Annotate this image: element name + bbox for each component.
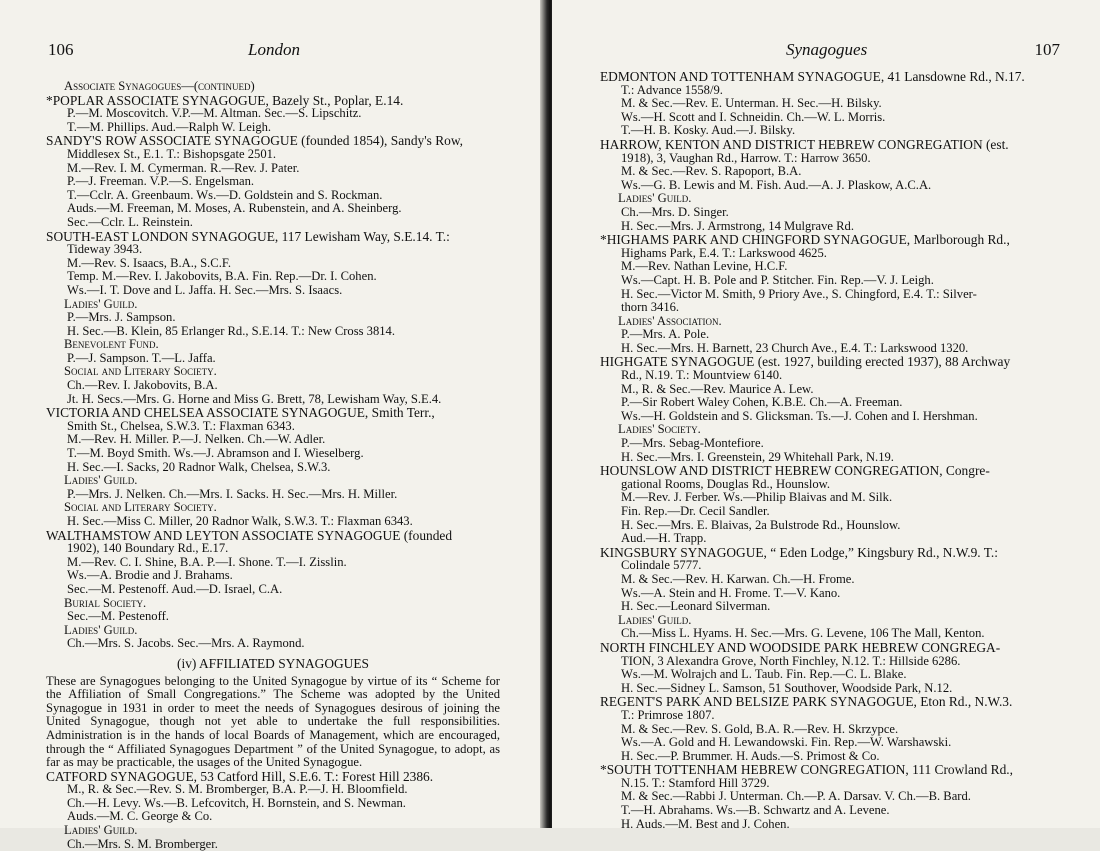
left-entries	[46, 80, 500, 651]
synagogue-entry-heading: SANDY'S ROW ASSOCIATE SYNAGOGUE (founded 1854), Sandy's Row,	[46, 133, 463, 149]
entry-line: P.—J. Freeman. V.P.—S. Engelsman.	[67, 174, 255, 189]
entry-line: Colindale 5777.	[621, 558, 702, 573]
synagogue-entry-heading: CATFORD SYNAGOGUE, 53 Catford Hill, S.E.6. T.: Forest Hill 2386.	[46, 768, 434, 784]
entry-line: Ws.—I. T. Dove and L. Jaffa. H. Sec.—Mrs. S. Isaacs.	[67, 282, 343, 297]
entry-line: Middlesex St., E.1. T.: Bishopsgate 2501.	[67, 146, 277, 161]
synagogue-entry-heading: SOUTH-EAST LONDON SYNAGOGUE, 117 Lewisham Way, S.E.14. T.:	[46, 228, 450, 244]
left-column	[46, 80, 500, 851]
entry-line: M. & Sec.—Rev. E. Unterman. H. Sec.—H. Bilsky.	[621, 96, 882, 111]
entry-line: 1918), 3, Vaughan Rd., Harrow. T.: Harrow 3650.	[621, 150, 871, 165]
entry-line: Smith St., Chelsea, S.W.3. T.: Flaxman 6343.	[67, 418, 295, 433]
section-heading: (iv) AFFILIATED SYNAGOGUES	[177, 655, 369, 671]
page-number: 106	[48, 40, 74, 59]
affiliation-paragraph: These are Synagogues belonging to the United Synagogue by virtue of its “ Scheme for the Affiliation of Small Congregations.” The Scheme was adopted by the United Synagogue in 1931 in order to meet the needs of Synagogues desirous of joining the United Synagogue, though not yet able to undertake the full responsibilities. Administration is in the hands of local Boards of Management, which are encouraged, through the “ Affiliated Synagogues Department ” of the United Synagogue, to adopt, as far as may be practicable, the usages of the United Synagogue.	[46, 673, 500, 770]
entry-line: thorn 3416.	[621, 300, 680, 315]
entry-line: H. Sec.—Mrs. H. Barnett, 23 Church Ave., E.4. T.: Larkswood 1320.	[621, 340, 969, 355]
entry-line: H. Sec.—P. Brummer. H. Auds.—S. Primost & Co.	[621, 748, 880, 763]
synagogue-entry-heading: HIGHGATE SYNAGOGUE (est. 1927, building erected 1937), 88 Archway	[600, 354, 1011, 370]
entry-line: P.—J. Sampson. T.—L. Jaffa.	[67, 350, 216, 365]
entry-line: Ladies' Guild.	[64, 622, 138, 637]
entry-line: M., R. & Sec.—Rev. S. M. Bromberger, B.A. P.—J. H. Bloomfield.	[67, 782, 408, 797]
entry-line: Social and Literary Society.	[64, 500, 217, 515]
entry-line: Ws.—A. Gold and H. Lewandowski. Fin. Rep.—W. Warshawski.	[621, 735, 952, 750]
entry-line: Tideway 3943.	[67, 242, 143, 257]
entry-line: Temp. M.—Rev. I. Jakobovits, B.A. Fin. Rep.—Dr. I. Cohen.	[67, 269, 377, 284]
entry-line: Ladies' Guild.	[618, 612, 692, 627]
synagogue-entry-heading: *SOUTH TOTTENHAM HEBREW CONGREGATION, 111 Crowland Rd.,	[600, 762, 1013, 778]
entry-line: Ch.—Mrs. D. Singer.	[621, 204, 729, 219]
entry-line: Associate Synagogues—(continued)	[64, 79, 255, 93]
entry-line: Ladies' Society.	[618, 422, 701, 437]
entry-line: Ladies' Guild.	[64, 473, 138, 488]
entry-line: M.—Rev. I. M. Cymerman. R.—Rev. J. Pater.	[67, 160, 300, 175]
entry-line: Sec.—M. Pestenoff.	[67, 609, 169, 624]
entry-line: T.—H. Abrahams. Ws.—B. Schwartz and A. Levene.	[621, 803, 890, 818]
entry-line: M.—Rev. Nathan Levine, H.C.F.	[621, 259, 788, 274]
entry-line: P.—Mrs. J. Nelken. Ch.—Mrs. I. Sacks. H. Sec.—Mrs. H. Miller.	[67, 486, 398, 501]
entry-line: Ch.—Mrs. S. Jacobs. Sec.—Mrs. A. Raymond.	[67, 636, 305, 651]
running-head: Synagogues	[786, 40, 868, 59]
entry-line: Ch.—Rev. I. Jakobovits, B.A.	[67, 378, 218, 393]
synagogue-entry-heading: HOUNSLOW AND DISTRICT HEBREW CONGREGATION, Congre-	[600, 463, 990, 479]
entry-line: M.—Rev. C. I. Shine, B.A. P.—I. Shone. T.—I. Zisslin.	[67, 554, 347, 569]
left-page	[0, 0, 548, 851]
entry-line: Auds.—M. Freeman, M. Moses, A. Rubenstein, and A. Sheinberg.	[67, 201, 402, 216]
entry-line: Ws.—A. Stein and H. Frome. T.—V. Kano.	[621, 585, 841, 600]
synagogue-entry-heading: WALTHAMSTOW AND LEYTON ASSOCIATE SYNAGOGUE (founded	[46, 527, 453, 543]
entry-line: Rd., N.19. T.: Mountview 6140.	[621, 368, 783, 383]
entry-line: P.—Mrs. Sebag-Montefiore.	[621, 436, 764, 451]
entry-line: H. Sec.—Miss C. Miller, 20 Radnor Walk, S.W.3. T.: Flaxman 6343.	[67, 514, 413, 528]
synagogue-entry-heading: KINGSBURY SYNAGOGUE, “ Eden Lodge,” Kingsbury Rd., N.W.9. T.:	[600, 544, 998, 560]
entry-line: Burial Society.	[64, 595, 147, 610]
synagogue-entry-heading: EDMONTON AND TOTTENHAM SYNAGOGUE, 41 Lansdowne Rd., N.17.	[600, 69, 1025, 84]
entry-line: Ladies' Association.	[618, 313, 722, 328]
entry-line: N.15. T.: Stamford Hill 3729.	[621, 775, 770, 790]
entry-line: Ws.—H. Scott and I. Schneidin. Ch.—W. L. Morris.	[621, 109, 886, 124]
entry-line: Auds.—M. C. George & Co.	[67, 809, 213, 824]
entry-line: T.—M. Boyd Smith. Ws.—J. Abramson and I. Wieselberg.	[67, 446, 364, 461]
entry-line: T.—Cclr. A. Greenbaum. Ws.—D. Goldstein and S. Rockman.	[67, 187, 383, 202]
entry-line: P.—Mrs. A. Pole.	[621, 327, 710, 342]
entry-line: Ws.—Capt. H. B. Pole and P. Stitcher. Fin. Rep.—V. J. Leigh.	[621, 272, 934, 287]
entry-line: M. & Sec.—Rabbi J. Unterman. Ch.—P. A. Darsav. V. Ch.—B. Bard.	[621, 789, 971, 804]
page-number: 107	[1034, 40, 1060, 59]
entry-line: TION, 3 Alexandra Grove, North Finchley, N.12. T.: Hillside 6286.	[621, 653, 961, 668]
entry-line: Fin. Rep.—Dr. Cecil Sandler.	[621, 504, 770, 518]
entry-line: Ws.—M. Wolrajch and L. Taub. Fin. Rep.—C. L. Blake.	[621, 667, 907, 682]
entry-line: P.—Mrs. J. Sampson.	[67, 310, 176, 325]
entry-line: Ladies' Guild.	[618, 191, 692, 206]
entry-line: H. Auds.—M. Best and J. Cohen.	[621, 816, 790, 831]
entry-line: T.: Advance 1558/9.	[621, 82, 723, 97]
entry-line: T.—H. B. Kosky. Aud.—J. Bilsky.	[621, 123, 796, 138]
right-page	[552, 0, 1100, 831]
entry-line: M.—Rev. J. Ferber. Ws.—Philip Blaivas and M. Silk.	[621, 490, 893, 505]
entry-line: Highams Park, E.4. T.: Larkswood 4625.	[621, 245, 827, 260]
entry-line: T.—M. Phillips. Aud.—Ralph W. Leigh.	[67, 119, 272, 134]
entry-line: H. Sec.—Victor M. Smith, 9 Priory Ave., S. Chingford, E.4. T.: Silver-	[621, 286, 977, 301]
synagogue-entry-heading: *HIGHAMS PARK AND CHINGFORD SYNAGOGUE, Marlborough Rd.,	[600, 232, 1010, 248]
entry-line: Sec.—M. Pestenoff. Aud.—D. Israel, C.A.	[67, 581, 283, 596]
entry-line: Ws.—G. B. Lewis and M. Fish. Aud.—A. J. Plaskow, A.C.A.	[621, 177, 932, 192]
entry-line: Ch.—Miss L. Hyams. H. Sec.—Mrs. G. Levene, 106 The Mall, Kenton.	[621, 626, 985, 641]
synagogue-entry-heading: VICTORIA AND CHELSEA ASSOCIATE SYNAGOGUE, Smith Terr.,	[46, 405, 435, 421]
entry-line: Benevolent Fund.	[64, 337, 159, 352]
entry-line: Ws.—A. Brodie and J. Brahams.	[67, 568, 233, 583]
left-entries-continued	[46, 770, 500, 851]
entry-line: H. Sec.—Sidney L. Samson, 51 Southover, Woodside Park, N.12.	[621, 680, 953, 695]
entry-line: Ladies' Guild.	[64, 296, 138, 311]
synagogue-entry-heading: REGENT'S PARK AND BELSIZE PARK SYNAGOGUE, Eton Rd., N.W.3.	[600, 694, 1013, 710]
entry-line: H. Sec.—B. Klein, 85 Erlanger Rd., S.E.14. T.: New Cross 3814.	[67, 323, 395, 338]
entry-line: H. Sec.—Mrs. I. Greenstein, 29 Whitehall Park, N.19.	[621, 449, 894, 464]
entry-line: 1902), 140 Boundary Rd., E.17.	[67, 541, 229, 556]
synagogue-entry-heading: HARROW, KENTON AND DISTRICT HEBREW CONGREGATION (est.	[600, 136, 1009, 152]
entry-line: Ladies' Guild.	[64, 823, 138, 838]
right-entries	[600, 70, 1070, 831]
entry-line: M., R. & Sec.—Rev. Maurice A. Lew.	[621, 381, 814, 396]
entry-line: Jt. H. Secs.—Mrs. G. Horne and Miss G. Brett, 78, Lewisham Way, S.E.4.	[67, 391, 442, 406]
running-head: London	[248, 40, 300, 59]
entry-line: H. Sec.—Mrs. J. Armstrong, 14 Mulgrave Rd.	[621, 218, 854, 233]
synagogue-entry-heading: *POPLAR ASSOCIATE SYNAGOGUE, Bazely St., Poplar, E.14.	[46, 92, 404, 108]
entry-line: Ws.—H. Goldstein and S. Glicksman. Ts.—J. Cohen and I. Hershman.	[621, 408, 978, 423]
entry-line: H. Sec.—Leonard Silverman.	[621, 599, 771, 614]
entry-line: Ch.—H. Levy. Ws.—B. Lefcovitch, H. Bornstein, and S. Newman.	[67, 795, 406, 810]
synagogue-entry-heading: NORTH FINCHLEY AND WOODSIDE PARK HEBREW CONGREGA-	[600, 639, 1001, 655]
entry-line: M.—Rev. H. Miller. P.—J. Nelken. Ch.—W. Adler.	[67, 432, 326, 447]
entry-line: M. & Sec.—Rev. H. Karwan. Ch.—H. Frome.	[621, 571, 855, 586]
entry-line: T.: Primrose 1807.	[621, 707, 715, 722]
entry-line: H. Sec.—I. Sacks, 20 Radnor Walk, Chelsea, S.W.3.	[67, 459, 331, 474]
entry-line: Ch.—Mrs. S. M. Bromberger.	[67, 836, 218, 851]
entry-line: Sec.—Cclr. L. Reinstein.	[67, 214, 193, 229]
entry-line: M.—Rev. S. Isaacs, B.A., S.C.F.	[67, 255, 232, 270]
entry-line: H. Sec.—Mrs. E. Blaivas, 2a Bulstrode Rd., Hounslow.	[621, 517, 901, 532]
entry-line: M. & Sec.—Rev. S. Rapoport, B.A.	[621, 164, 802, 179]
entry-line: M. & Sec.—Rev. S. Gold, B.A. R.—Rev. H. Skrzypce.	[621, 721, 899, 736]
entry-line: Aud.—H. Trapp.	[621, 531, 707, 546]
entry-line: gational Rooms, Douglas Rd., Hounslow.	[621, 476, 831, 491]
entry-line: P.—Sir Robert Waley Cohen, K.B.E. Ch.—A. Freeman.	[621, 395, 903, 410]
entry-line: Social and Literary Society.	[64, 364, 217, 379]
right-column	[600, 70, 1070, 831]
entry-line: P.—M. Moscovitch. V.P.—M. Altman. Sec.—S. Lipschitz.	[67, 106, 362, 121]
